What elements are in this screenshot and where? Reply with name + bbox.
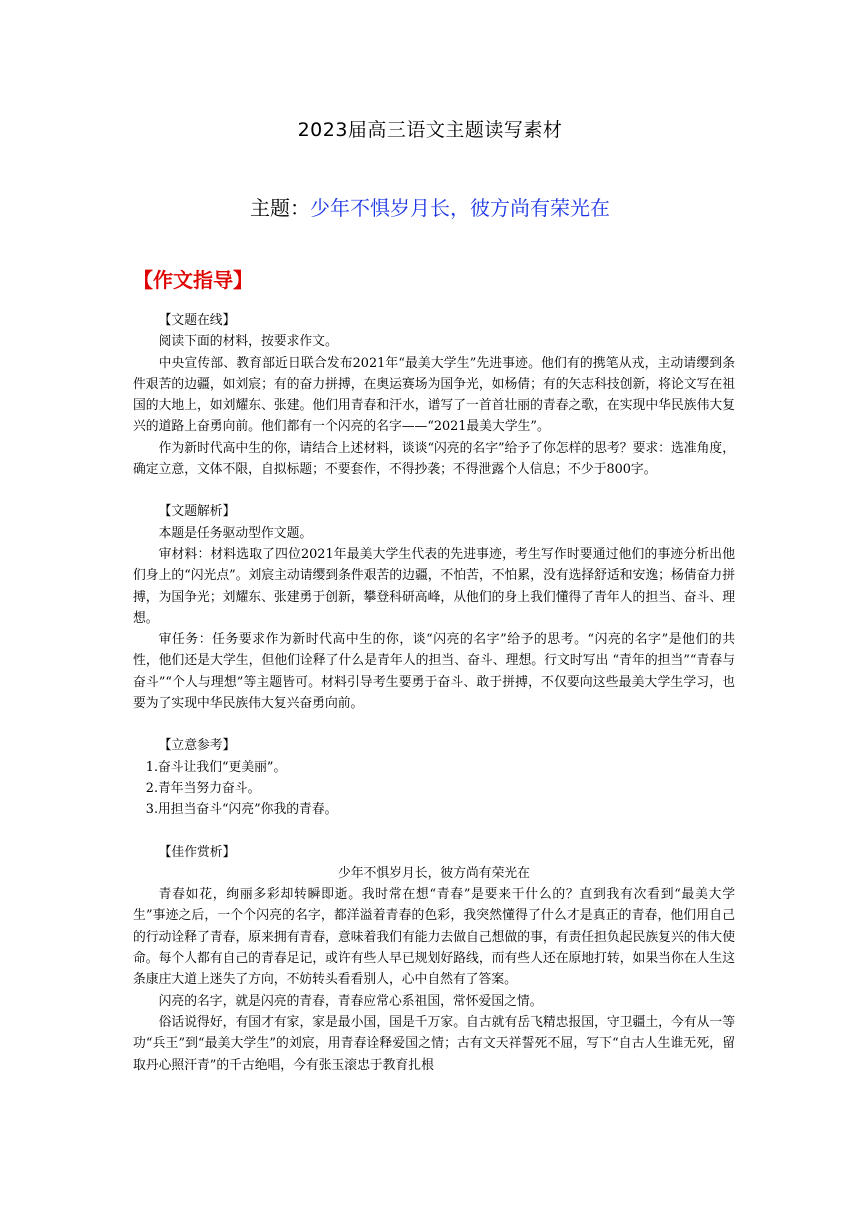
paragraph: 中央宣传部、教育部近日联合发布2021年“最美大学生”先进事迹。他们有的携笔从戎，主动请缨到条件艰苦的边疆，如刘宸；有的奋力拼搏，在奥运赛场为国争光，如杨倩；有的矢志科技创新，将论文写在祖国的大地上，如刘耀东、张建。他们用青春和汗水，谱写了一首首壮丽的青春之歌，在实现中华民族伟大复兴的道路上奋勇向前。他们都有一个闪亮的名字——“2021最美大学生”。 [133, 355, 735, 435]
paragraph: 作为新时代高中生的你，请结合上述材料，谈谈“闪亮的名字”给予了你怎样的思考？要求：选准角度，确定立意，文体不限，自拟标题；不要套作，不得抄袭；不得泄露个人信息；不少于800字。 [133, 440, 735, 478]
essay-title: 少年不惧岁月长，彼方尚有荣光在 [338, 865, 530, 881]
paragraph: 俗话说得好，有国才有家，家是最小国，国是千万家。自古就有岳飞精忠报国，守卫疆土，今有从一等功“兵王”到“最美大学生”的刘宸，用青春诠释爱国之情；古有文天祥誓死不屈，写下“自古人生谁无死，留取丹心照汗青”的千古绝唱，今有张玉滚忠于教育扎根 [133, 1014, 735, 1073]
section-heading-analysis: 【文题解析】 [158, 504, 236, 520]
paragraph: 审材料：材料选取了四位2021年最美大学生代表的先进事迹，考生写作时要通过他们的事迹分析出他们身上的“闪光点”。刘宸主动请缨到条件艰苦的边疆，不怕苦，不怕累，没有选择舒适和安逸；杨倩奋力拼搏，为国争光；刘耀东、张建勇于创新，攀登科研高峰，从他们的身上我们懂得了青年人的担当、奋斗、理想。 [133, 546, 735, 626]
list-item: 1.奋斗让我们“更美丽”。 [145, 759, 287, 775]
section-heading-prompt: 【文题在线】 [158, 313, 236, 328]
paragraph: 审任务：任务要求作为新时代高中生的你，谈“闪亮的名字”给予的思考。“闪亮的名字”是他们的共性，他们还是大学生，但他们诠释了什么是青年人的担当、奋斗、理想。行文时写出 “青年的担当”“青春与奋斗”“个人与理想”等主题皆可。材料引导考生要勇于奋斗、敢于拼搏，不仅要向这些最美大学生学习，也要为了实现中华民族伟大复兴奋勇向前。 [133, 632, 735, 712]
section-heading-ideas: 【立意参考】 [158, 738, 236, 754]
essay-guide-heading: 【作文指导】 [133, 268, 253, 292]
section-heading-model-essay: 【佳作赏析】 [158, 844, 236, 860]
topic-line [0, 192, 860, 221]
document-title: 2023届高三语文主题读写素材 [297, 119, 563, 141]
topic-label: 主题： [250, 196, 310, 220]
paragraph: 阅读下面的材料，按要求作文。 [158, 334, 338, 350]
paragraph: 本题是任务驱动型作文题。 [158, 525, 313, 541]
paragraph: 青春如花，绚丽多彩却转瞬即逝。我时常在想“青春”是要来干什么的？直到我有次看到“最美大学生”事迹之后，一个个闪亮的名字，都洋溢着青春的色彩，我突然懂得了什么才是真正的青春，他们用自己的行动诠释了青春，原来拥有青春，意味着我们有能力去做自己想做的事，有责任担负起民族复兴的伟大使命。每个人都有自己的青春足记，或许有些人早已规划好路线，而有些人还在原地打转，如果当你在人生这条康庄大道上迷失了方向，不妨转头看看别人，心中自然有了答案。 [133, 887, 735, 988]
topic-text: 少年不惧岁月长，彼方尚有荣光在 [310, 196, 610, 220]
list-item: 3.用担当奋斗“闪亮”你我的青春。 [145, 802, 338, 818]
list-item: 2.青年当努力奋斗。 [145, 780, 261, 796]
document-body [133, 310, 735, 1076]
paragraph: 闪亮的名字，就是闪亮的青春，青春应常心系祖国，常怀爱国之情。 [158, 993, 543, 1009]
